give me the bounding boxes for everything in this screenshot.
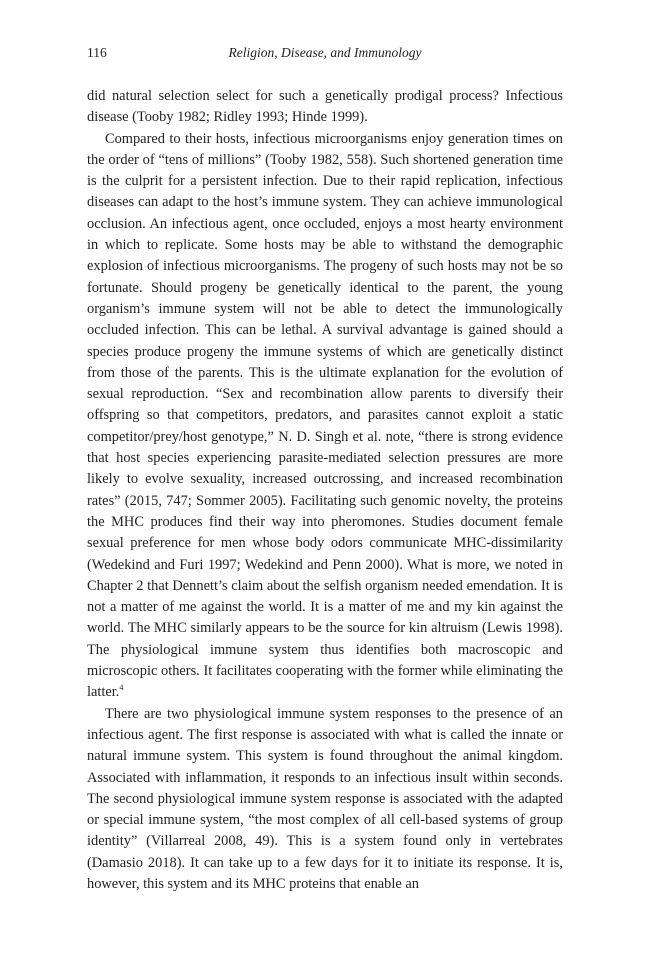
book-page: [87, 40, 563, 895]
body-text: [87, 86, 563, 895]
paragraph-text: Compared to their hosts, infectious microorganisms enjoy generation times on the order of “tens of millions” (Tooby 1982, 558). Such shortened generation time is the culprit for a persistent infection. Due to their rapid replication, infectious diseases can adapt to the host’s immune system. They can achieve immunological occlusion. An infectious agent, once occluded, enjoys a most hearty environment in which to replicate. Some hosts may be able to withstand the demographic explosion of infectious microorganisms. The progeny of such hosts may not be so fortunate. Should progeny be genetically identical to the parent, the young organism’s immune system will not be able to detect the immunologically occluded infection. This can be lethal. A survival advantage is gained should a species produce progeny the immune systems of which are genetically distinct from those of the parents. This is the ultimate explanation for the evolution of sexual reproduction. “Sex and recombination allow parents to diversify their offspring so that competitors, predators, and parasites cannot exploit a static competitor/prey/host genotype,” N. D. Singh et al. note, “there is strong evidence that host species experiencing parasite-mediated selection pressures are more likely to evolve sexuality, increased outcrossing, and increased recombination rates” (2015, 747; Sommer 2005). Facilitating such genomic novelty, the proteins the MHC produces find their way into pheromones. Studies document female sexual preference for men whose body odors communicate MHC-dissimilarity (Wedekind and Furi 1997; Wedekind and Penn 2000). What is more, we noted in Chapter 2 that Dennett’s claim about the selfish organism needed emendation. It is not a matter of me against the world. It is a matter of me and my kin against the world. The MHC similarly appears to be the source for kin altruism (Lewis 1998). The physiological immune system thus identifies both macroscopic and microscopic others. It facilitates cooperating with the former while eliminating the latter.: [87, 130, 563, 701]
running-head: [87, 40, 563, 66]
running-title: Religion, Disease, and Immunology: [228, 45, 422, 60]
footnote-reference[interactable]: 4: [119, 683, 124, 693]
page-number: 116: [87, 45, 107, 60]
paragraph-3: [87, 704, 563, 896]
paragraph-text: There are two physiological immune system responses to the presence of an infectious agent. The first response is associated with what is called the innate or natural immune system. This system is found throughout the animal kingdom. Associated with inflammation, it responds to an infectious insult within seconds. The second physiological immune system response is associated with the adapted or special immune system, “the most complex of all cell-based systems of group identity” (Villarreal 2008, 49). This is a system found only in vertebrates (Damasio 2018). It can take up to a few days for it to initiate its response. It is, however, this system and its MHC proteins that enable an: [87, 705, 563, 892]
paragraph-1: [87, 86, 563, 129]
paragraph-text: did natural selection select for such a genetically prodigal process? Infectious disease (Tooby 1982; Ridley 1993; Hinde 1999).: [87, 88, 563, 126]
paragraph-2: [87, 129, 563, 704]
